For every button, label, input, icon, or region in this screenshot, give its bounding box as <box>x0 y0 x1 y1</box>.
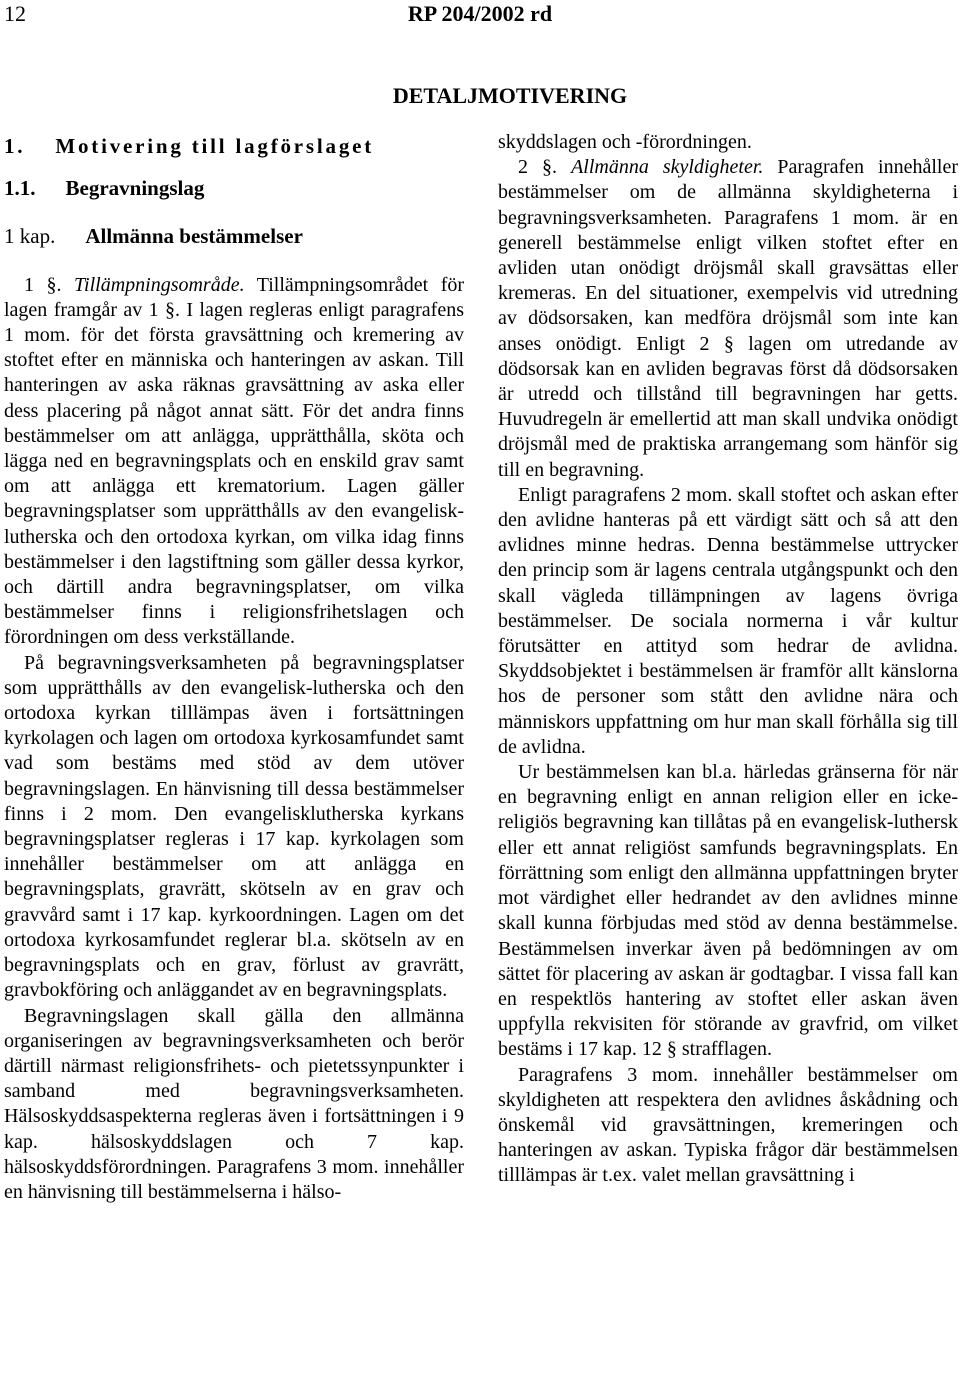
paragraph <box>498 155 958 483</box>
right-column <box>498 130 958 1189</box>
paragraph-text: Paragrafen innehåller bestämmelser om de allmänna skyldigheterna i begravningsverksamheten. Paragrafens 1 mom. är en generell bestämmelse enligt vilken stoftet efter en avliden utan onödigt dröjsmål skall gravsättas eller kremeras. En del situationer, exempelvis vid utredning av dödsorsaken, kan medföra dröjsmål som inte kan anses onödigt. Enligt 2 § lagen om utredande av dödsorsak kan en avliden begravas först då dödsorsaken är utredd och tillstånd till begravningen har getts. Huvudregeln är emellertid att man skall undvika onödigt dröjsmål med de praktiska arrangemang som hänför sig till en begravning. <box>498 156 959 481</box>
page-number: 12 <box>4 1 26 26</box>
paragraph: Enligt paragrafens 2 mom. skall stoftet och askan efter den avlidne hanteras på ett värdigt sätt och så att den avlidnes minne hedras. Denna bestämmelse uttrycker den princip som är lagens centrala utgångspunkt och den skall vägleda tillämpningen av lagens övriga bestämmelser. De sociala normerna i vår kultur förutsätter en attityd som hedrar de avlidna. Skyddsobjektet i bestämmelsen är framför allt känslorna hos de personer som stått den avlidne nära och människors uppfattning om hur man skall förhålla sig till de avlidna. <box>498 483 958 758</box>
heading-number: 1. <box>4 134 26 158</box>
paragraph-text: Tillämpningsområdet för lagen framgår av 1 §. I lagen regleras enligt paragrafens 1 mom. för det första gravsättning och kremering av stoftet efter en människa och hanteringen av askan. Till hanteringen av aska räknas gravsättning av aska eller dess placering på något annat sätt. För det andra finns bestämmelser om att anlägga, upprätthålla, sköta och lägga ned en begravningsplats och en enskild grav samt om att anlägga ett krematorium. Lagen gäller begravningsplatser som upprätthålls av den evangelisk-lutherska och den ortodoxa kyrkan, om vilka idag finns bestämmelser i den lagstiftning som gäller dessa kyrkor, och därtill andra begravningsplatser, om vilka bestämmelser finns i religionsfrihetslagen och förordningen om dess verkställande. <box>4 273 465 649</box>
section-lead: 2 §. <box>518 156 558 179</box>
running-head: RP 204/2002 rd <box>407 1 553 26</box>
left-column <box>4 130 464 1205</box>
section-lead: 1 §. <box>24 273 62 296</box>
paragraph-continuation: skyddslagen och -förordningen. <box>498 131 752 153</box>
section-title-italic: Tillämpningsområde. <box>74 273 245 296</box>
heading-level-1 <box>4 134 464 159</box>
heading-text: Motivering till lagförslaget <box>55 134 375 158</box>
section-title: DETALJMOTIVERING <box>392 83 628 108</box>
heading-text: Begravningslag <box>65 176 205 201</box>
paragraph: Begravningslagen skall gälla den allmänna organiseringen av begravningsverksamheten och berör därtill närmast religionsfrihets- och pietetssynpunkter i samband med begravningsverksamheten. Hälsoskyddsaspekterna regleras även i fortsättningen i 9 kap. hälsoskyddslagen och 7 kap. hälsoskyddsförordningen. Paragrafens 3 mom. innehåller en hänvisning till bestämmelserna i hälso- <box>4 1004 464 1203</box>
paragraph: Paragrafens 3 mom. innehåller bestämmelser om skyldigheten att respektera den avlidnes åskådning och önskemål vid gravsättningen, kremeringen och hanteringen av askan. Typiska frågor där bestämmelsen tilllämpas är t.ex. valet mellan gravsättning i <box>498 1063 958 1187</box>
section-title-italic: Allmänna skyldigheter. <box>571 156 764 179</box>
heading-level-2 <box>4 176 464 201</box>
paragraph <box>4 273 464 651</box>
heading-level-3 <box>4 224 464 249</box>
heading-text: Allmänna bestämmelser <box>85 224 303 249</box>
heading-number: 1.1. <box>4 176 36 201</box>
paragraph: På begravningsverksamheten på begravningsplatser som upprätthålls av den evangelisk-lutherska och den ortodoxa kyrkan tilllämpas även i fortsättningen kyrkolagen och lagen om ortodoxa kyrkosamfundet samt vad som bestäms med stöd av dem utöver begravningslagen. En hänvisning till dessa bestämmelser finns i 2 mom. Den evangelisklutherska kyrkans begravningsplatser regleras i 17 kap. kyrkolagen som innehåller bestämmelser om att anlägga en begravningsplats, gravrätt, skötseln av en grav och gravvård samt i 17 kap. kyrkoordningen. Lagen om det ortodoxa kyrkosamfundet reglerar bl.a. skötseln av en begravningsplats och en grav, förlust av gravrätt, gravbokföring och anläggandet av en begravningsplats. <box>4 651 464 1002</box>
paragraph: Ur bestämmelsen kan bl.a. härledas gränserna för när en begravning enligt en annan religion eller en icke-religiös begravning kan tillåtas på en evangelisk-luthersk eller ett annat religiöst samfunds begravningsplats. En förrättning som enligt den allmänna uppfattningen bryter mot värdighet eller hedrandet av den avlidnes minne skall kunna förbjudas med stöd av denna bestämmelse. Bestämmelsen inverkar även på bedömningen av om sättet för placering av askan är godtagbar. I vissa fall kan en respektlös hantering av stoftet eller askan även uppfylla rekvisiten för störande av gravfrid, om vilket bestäms i 17 kap. 12 § strafflagen. <box>498 761 958 1061</box>
heading-number: 1 kap. <box>4 224 56 249</box>
